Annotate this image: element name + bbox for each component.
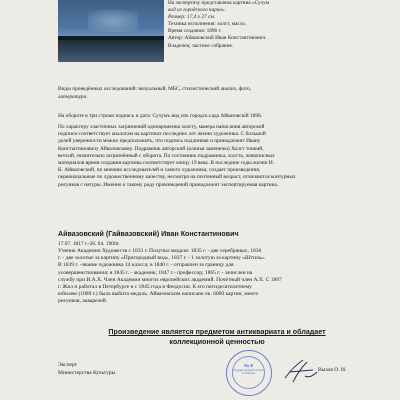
conclusion-line-2: коллекционной ценностью	[169, 338, 265, 346]
info-line-owner: Владелец: частное собрание.	[168, 42, 234, 49]
analysis-line-1: На обороте в три строки подпись и дата: Сухумъ вид изъ городск.сада Айвазовскій 1896.	[58, 113, 263, 119]
official-stamp	[226, 350, 272, 396]
signature-mark	[283, 356, 319, 386]
expert-label	[58, 362, 115, 377]
analysis-line-4: долей уверенности можно предположить, что подпись подлинная и принадлежит Ивану	[58, 138, 261, 145]
bio-line: г. Жил и работал в Петербурге и с 1845 года в Феодосии. К его пятидесятилетнему	[58, 284, 252, 291]
info-line-date: Время создания: 1896 г.	[168, 28, 222, 35]
signer-name: Вызов О. И.	[318, 367, 347, 373]
author-biography	[58, 248, 362, 306]
info-line-presented: На экспертизу представлена картина «Сухум	[168, 0, 270, 6]
stamp-text: Государственный эксперт О.И.Вызов	[233, 369, 264, 375]
author-dates: 17.07. 1817 г.-20. 04. 1900г.	[58, 241, 120, 247]
expert-line-1: Эксперт	[58, 362, 78, 368]
analysis-line-5: Константиновичу Айвазовскому. Подрамник авторский (клинья заменены) Холст тонкий,	[58, 145, 264, 152]
painting-photo	[58, 0, 164, 62]
info-line-author: Автор: Айвазовский Иван Константинович.	[168, 35, 267, 42]
analysis-line-7: материалов время создания картины соответствует концу 19 века. В последние годы жизни И.	[58, 160, 275, 166]
bio-line: юбилею (1889 г.) была выбита медаль. Айвазовским написано ок. 6000 картин, много	[58, 291, 259, 298]
analysis-line-8: К. Айвазовский, по мнению исследователей и самого художника, создает произведения,	[58, 167, 261, 174]
bio-line: г. - две золотые за картину «Пригородный вид», 1837 г. - 1 золотую за картину «Штиль».	[58, 255, 266, 262]
bio-line: Ученик Академии Художеств с 1833 г. Получил медали: 1835 г. - две серебряных, 1836	[58, 248, 262, 254]
analysis-line-6: ветхий, значительно загрязнённый с оборота. По состоянию подрамника, холста, живописных	[58, 152, 275, 159]
bio-line: В 1839 г. -звание художника 14 класса; в 1840 г. - отправлен за границу для	[58, 262, 234, 269]
shoreline	[58, 36, 164, 40]
expert-line-2: Министерства Культуры	[58, 369, 116, 376]
analysis-line-10: рисунков с натуры. Именно к такому роду произведений принадлежит экспертируемая картина.	[58, 181, 279, 188]
analysis-line-2: По характеру эластичных загрязнений одновременна холсту, манера написания авторской	[58, 124, 265, 130]
analysis-line-3: подписи соответствует аналогам на картинах последних лет жизни художника. С большой	[58, 131, 266, 138]
conclusion	[86, 327, 348, 347]
bio-line: службу при И.А.Х. Член Академии многих европейских академий. Почётный член А.Х. С 1887	[58, 276, 282, 283]
analysis-line-9: первоначальные по художественному качеству, несмотря на почтенный возраст, отличаются контурных	[58, 174, 296, 181]
painting-info	[168, 0, 396, 50]
sky-glow	[88, 10, 138, 32]
conclusion-line-1: Произведение является предметом антиквариата и обладает	[108, 328, 326, 336]
info-line-size: Размер: 17,4 х 27 см.	[168, 14, 216, 21]
info-line-title: вид из городского парка».	[168, 7, 226, 14]
methods-line-1: Виды проведённых исследований: визуальный, МБС, стилистический анализ, фото,	[58, 86, 252, 92]
stamp-number: № 8	[244, 363, 253, 368]
author-title: Айвазовский (Гайвазовский) Иван Константинович	[58, 230, 239, 238]
bio-line: усовершенствования; в 1845 г. - академик; 1847 г.- профессор; 1865 г. - зачислен на	[58, 269, 253, 276]
info-line-technique: Техника исполнения: холст, масло.	[168, 21, 247, 28]
bio-line: рисунков, акварелей.	[58, 298, 108, 305]
methods-line-2: литература.	[58, 93, 88, 100]
